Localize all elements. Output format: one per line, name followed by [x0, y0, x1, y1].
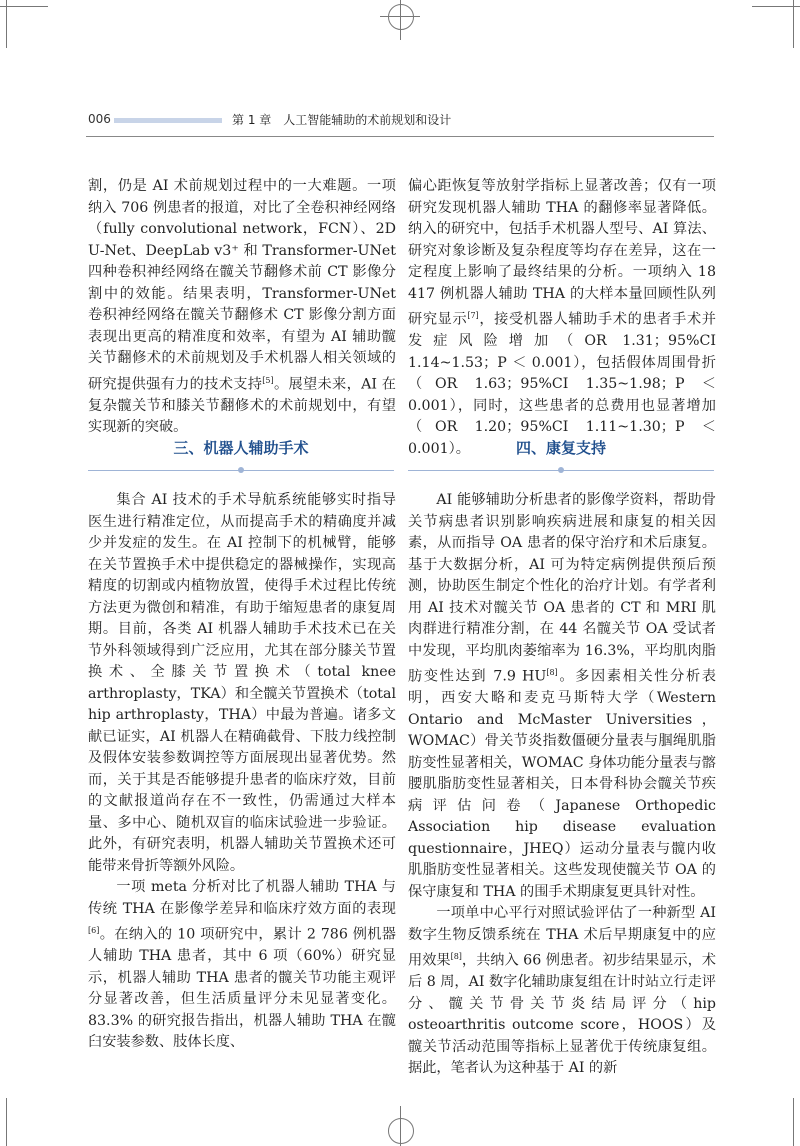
section-title: 四、康复支持 [515, 439, 606, 457]
page-number: 006 [88, 112, 111, 126]
chapter-title: 第 1 章 人工智能辅助的术前规划和设计 [232, 113, 452, 127]
crop-mark-top-right-h [752, 6, 800, 7]
paragraph: AI 能够辅助分析患者的影像学资料，帮助骨关节病患者识别影响疾病进展和康复的相关因素，从而指导 OA 患者的保守治疗和术后康复。基于大数据分析，AI 可为特定病例提供预后预测，协助医生制定个性化的治疗计划。有学者利用 AI 技术对髋关节 OA 患者的 CT 和 MRI 肌肉群进行精准分割，在 44 名髋关节 OA 受试者中发现，平均肌肉萎缩率为 16.3%，平均肌肉脂肪变性达到 7.9 HU[8]。多因素相关性分析表明，西安大略和麦克马斯特大学（Western Ontario and McMaster Universities，WOMAC）骨关节炎指数僵硬分量表与腘绳肌脂肪变性显著相关，WOMAC 身体功能分量表与髂腰肌脂肪变性显著相关，日本骨科协会髋关节疾病评估问卷（Japanese Orthopedic Association hip disease evaluation questionnaire，JHEQ）运动分量表与髋内收肌脂肪变性显著相关。这些发现使髋关节 OA 的保守康复和 THA 的围手术期康复更具针对性。 [408, 492, 716, 900]
paragraph: 一项 meta 分析对比了机器人辅助 THA 与传统 THA 在影像学差异和临床疗效方面的表现[6]。在纳入的 10 项研究中，累计 2 786 例机器人辅助 THA 患者，其中 6 项（60%）研究显示，机器人辅助 THA 患者的髋关节功能主观评分显著改善，但生活质量评分未见显著变化。83.3% 的研究报告指出，机器人辅助 THA 在髋臼安装参数、肢体长度、 [88, 879, 396, 1051]
section-heading-robotic-surgery [88, 436, 394, 478]
registration-mark-top-v [400, 0, 401, 40]
header-divider [86, 136, 714, 137]
citation[interactable]: [6] [88, 926, 100, 935]
paragraph: 割，仍是 AI 术前规划过程中的一大难题。一项纳入 706 例患者的报道，对比了全卷积神经网络（fully convolutional network，FCN）、2D U-Net、DeepLab v3⁺ 和 Transformer-UNet 四种卷积神经网络在髋关节翻修术前 CT 影像分割中的效能。结果表明，Transformer-UNet 卷积神经网络在髋关节翻修术 CT 影像分割方面表现出更高的精准度和效率，有望为 AI 辅助髋关节翻修术的术前规划及手术机器人相关领域的研究提供强有力的技术支持[5]。展望未来，AI 在复杂髋关节和膝关节翻修术的术前规划中，有望实现新的突破。 [88, 178, 396, 436]
paragraph: 集合 AI 技术的手术导航系统能够实时指导医生进行精准定位，从而提高手术的精确度并减少并发症的发生。在 AI 控制下的机械臂，能够在关节置换手术中提供稳定的器械操作，实现高精度的切割或内植物放置，使得手术过程比传统方法更为微创和精准，有助于缩短患者的康复周期。目前，各类 AI 机器人辅助手术技术已在关节外科领域得到广泛应用，尤其在部分膝关节置换术、全膝关节置换术（total knee arthroplasty，TKA）和全髋关节置换术（total hip arthroplasty，THA）中最为普遍。诸多文献已证实，AI 机器人在精确截骨、下肢力线控制及假体安装参数调控等方面展现出显著优势。然而，关于其是否能够提升患者的临床疗效，目前的文献报道尚存在不一致性，仍需通过大样本量、多中心、随机双盲的临床试验进一步验证。此外，有研究表明，机器人辅助关节置换术还可能带来骨折等额外风险。 [88, 492, 396, 874]
section-title: 三、机器人辅助手术 [173, 439, 309, 457]
crop-mark-top-right-v [793, 0, 794, 48]
crop-mark-bottom-right-v [793, 1098, 794, 1146]
right-column-body [408, 490, 716, 1080]
running-header [88, 110, 712, 130]
paragraph: 一项单中心平行对照试验评估了一种新型 AI 数字生物反馈系统在 THA 术后早期康复中的应用效果[8]，共纳入 66 例患者。初步结果显示，术后 8 周，AI 数字化辅助康复组在计时站立行走评分、髋关节骨关节炎结局评分（hip osteoarthritis outcome score，HOOS）及髋关节活动范围等指标上显著优于传统康复组。据此，笔者认为这种基于 AI 的新 [408, 905, 716, 1077]
crop-mark-bottom-left-v [6, 1098, 7, 1146]
section-rule-dot [558, 467, 564, 473]
section-rule-dot [238, 467, 244, 473]
section-heading-rehabilitation [408, 436, 714, 478]
header-accent-bar [114, 118, 222, 123]
left-column-body [88, 490, 396, 1054]
citation[interactable]: [8] [450, 952, 462, 962]
citation[interactable]: [7] [467, 311, 479, 320]
paragraph: 偏心距恢复等放射学指标上显著改善；仅有一项研究发现机器人辅助 THA 的翻修率显著降低。纳入的研究中，包括手术机器人型号、AI 算法、研究对象诊断及复杂程度等均存在差异，这在一定程度上影响了最终结果的分析。一项纳入 18 417 例机器人辅助 THA 的大样本量回顾性队列研究显示[7]，接受机器人辅助手术的患者手术并发症风险增加（OR 1.31；95%CI 1.14~1.53；P ＜ 0.001），包括假体周围骨折（OR 1.63；95%CI 1.35~1.98；P ＜ 0.001），同时，这些患者的总费用也显著增加（OR 1.20；95%CI 1.11~1.30；P ＜ 0.001）。 [408, 178, 716, 457]
citation[interactable]: [8] [546, 668, 558, 677]
crop-mark-top-left-h [0, 6, 48, 7]
crop-mark-top-left-v [6, 0, 7, 48]
registration-mark-bottom [388, 1118, 414, 1144]
registration-mark-top [388, 4, 414, 30]
registration-mark-top-h [380, 16, 420, 17]
citation[interactable]: [5] [262, 375, 274, 385]
right-column-top [408, 176, 716, 460]
left-column-top [88, 176, 396, 439]
registration-mark-bottom-v [400, 1106, 401, 1146]
